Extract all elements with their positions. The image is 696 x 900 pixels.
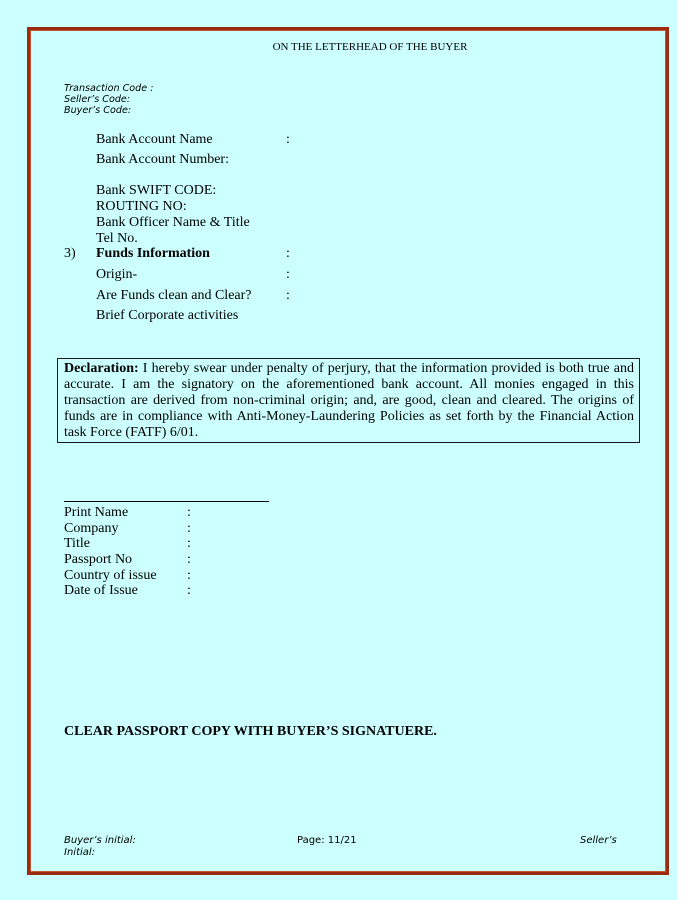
field-colon: : xyxy=(286,132,290,147)
field-label: ROUTING NO: xyxy=(96,199,187,214)
field-label: Bank SWIFT CODE: xyxy=(96,183,217,198)
declaration-box xyxy=(57,358,640,443)
field-label: Are Funds clean and Clear? xyxy=(96,288,252,303)
buyer-code-label: Buyer’s Code: xyxy=(64,105,132,116)
footer-buyer-initial xyxy=(64,835,136,859)
passport-copy-note: CLEAR PASSPORT COPY WITH BUYER’S SIGNATUERE. xyxy=(64,724,437,739)
field-label: Bank Account Name xyxy=(96,132,213,147)
field-label: Brief Corporate activities xyxy=(96,308,239,323)
field-colon: : xyxy=(187,568,191,583)
footer-page-number: Page: 11/21 xyxy=(297,835,357,846)
seller-code-label: Seller’s Code: xyxy=(64,94,131,105)
field-colon: : xyxy=(187,583,191,598)
codes-block xyxy=(64,83,153,116)
field-colon: : xyxy=(187,505,191,520)
field-label: Bank Account Number: xyxy=(96,152,229,167)
letterhead-title: ON THE LETTERHEAD OF THE BUYER xyxy=(272,41,468,53)
field-label: Bank Officer Name & Title xyxy=(96,215,250,230)
field-colon: : xyxy=(286,267,290,282)
initial-label: Initial: xyxy=(64,847,96,858)
field-colon: : xyxy=(187,521,191,536)
field-label: Print Name xyxy=(64,505,129,520)
field-label: Date of Issue xyxy=(64,583,138,598)
declaration-heading: Declaration: xyxy=(64,361,139,376)
field-label: Title xyxy=(64,536,90,551)
transaction-code-label: Transaction Code : xyxy=(64,83,154,94)
field-colon: : xyxy=(286,288,290,303)
section-number: 3) xyxy=(64,246,76,261)
field-colon: : xyxy=(286,246,290,261)
declaration-text: I hereby swear under penalty of perjury, that the information provided is both true and accurate. I am the signatory on the aforementioned bank account. All monies engaged in this transaction are derived from non-criminal origin; and, are good, clean and cleared. The origins of funds are in compliance with Anti-Money-Laundering Policies as set forth by the Financial Action task Force (FATF) 6/01. xyxy=(64,361,634,440)
footer-seller-initial: Seller’s xyxy=(580,835,617,846)
field-colon: : xyxy=(187,536,191,551)
buyer-initial-label: Buyer’s initial: xyxy=(64,835,136,846)
field-label: Country of issue xyxy=(64,568,157,583)
field-colon: : xyxy=(187,552,191,567)
field-label: Origin- xyxy=(96,267,138,282)
section-title: Funds Information xyxy=(96,246,210,261)
signature-line xyxy=(64,501,269,502)
field-label: Passport No xyxy=(64,552,133,567)
field-label: Company xyxy=(64,521,119,536)
field-label: Tel No. xyxy=(96,231,138,246)
